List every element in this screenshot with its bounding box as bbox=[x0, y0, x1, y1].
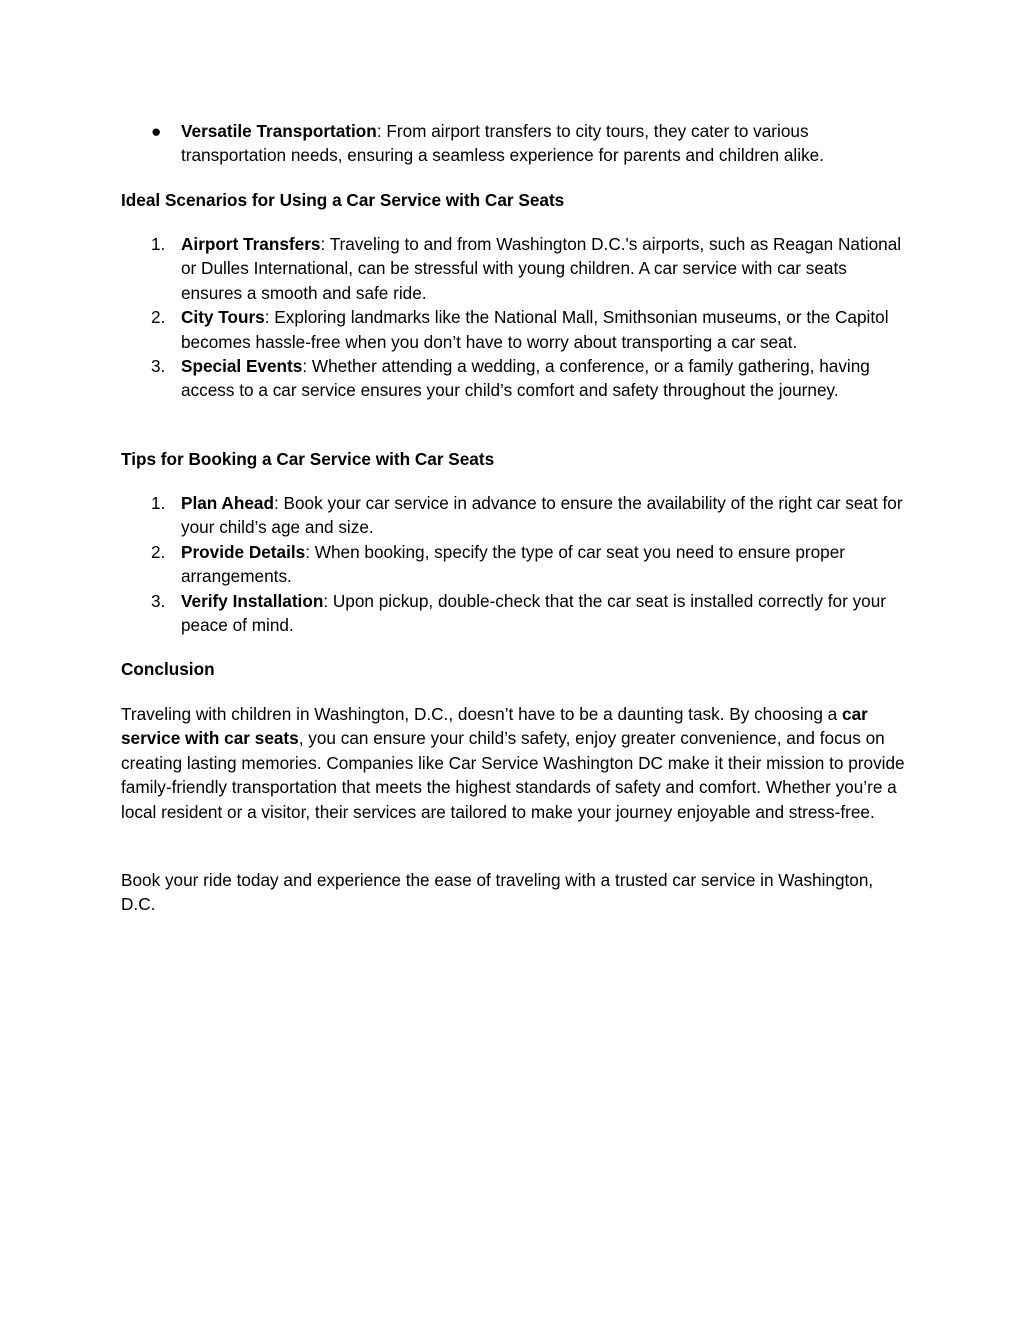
list-number: 3. bbox=[151, 356, 166, 377]
list-item bbox=[121, 589, 911, 638]
list-item-text: : Book your car service in advance to ensure the availability of the right car seat for your child’s age and size. bbox=[181, 493, 903, 538]
list-number: 1. bbox=[151, 234, 166, 254]
list-item bbox=[121, 354, 911, 403]
conclusion-heading: Conclusion bbox=[121, 659, 215, 679]
list-item-term: Versatile Transportation bbox=[181, 121, 377, 141]
list-item-term: Verify Installation bbox=[181, 590, 324, 611]
tips-list bbox=[121, 491, 911, 637]
tips-heading: Tips for Booking a Car Service with Car Seats bbox=[121, 449, 495, 469]
list-item-term: Airport Transfers bbox=[181, 234, 321, 254]
list-item-text: : From airport transfers to city tours, they cater to various transportation needs, ensuring a seamless experience for parents and children alike. bbox=[181, 121, 824, 166]
scenarios-heading: Ideal Scenarios for Using a Car Service with Car Seats bbox=[121, 190, 565, 210]
list-number: 3. bbox=[151, 590, 166, 611]
list-item bbox=[121, 232, 911, 305]
features-bullet-list bbox=[121, 119, 911, 168]
list-item bbox=[121, 305, 911, 354]
conclusion-bold-phrase: car service with car seats bbox=[121, 704, 868, 749]
scenarios-list bbox=[121, 232, 911, 403]
list-item bbox=[121, 491, 911, 540]
list-item-term: Plan Ahead bbox=[181, 493, 274, 513]
list-item-term: Provide Details bbox=[181, 541, 306, 562]
list-item-text: : Whether attending a wedding, a conference, or a family gathering, having access to a car service ensures your child’s comfort and safety throughout the journey. bbox=[181, 356, 870, 401]
conclusion-text-end: , you can ensure your child’s safety, enjoy greater convenience, and focus on creating lasting memories. Companies like Car Service Washington DC make it their mission to provide family-friendly transportation that meets the highest standards of safety and comfort. Whether you’re a local resident or a visitor, their services are tailored to make your journey enjoyable and stress-free. bbox=[121, 728, 905, 822]
list-item bbox=[121, 119, 911, 168]
list-number: 2. bbox=[151, 541, 166, 562]
list-number: 1. bbox=[151, 493, 166, 513]
closing-paragraph: Book your ride today and experience the ease of traveling with a trusted car service in Washington, D.C. bbox=[121, 870, 874, 915]
bullet-marker: ● bbox=[151, 121, 162, 141]
list-number: 2. bbox=[151, 307, 166, 328]
list-item-term: City Tours bbox=[181, 307, 265, 328]
conclusion-text-start: Traveling with children in Washington, D.C., doesn’t have to be a daunting task. By choosing a bbox=[121, 704, 843, 724]
conclusion-paragraph bbox=[121, 702, 911, 824]
list-item-text: : Traveling to and from Washington D.C.'s airports, such as Reagan National or Dulles International, can be stressful with young children. A car service with car seats ensures a smooth and safe ride. bbox=[181, 234, 902, 303]
list-item-text: : Exploring landmarks like the National Mall, Smithsonian museums, or the Capitol becomes hassle-free when you don’t have to worry about transporting a car seat. bbox=[181, 307, 889, 352]
list-item-text: : Upon pickup, double-check that the car seat is installed correctly for your peace of mind. bbox=[181, 590, 887, 636]
list-item bbox=[121, 540, 911, 589]
list-item-text: : When booking, specify the type of car seat you need to ensure proper arrangements. bbox=[181, 541, 846, 587]
list-item-term: Special Events bbox=[181, 356, 303, 377]
